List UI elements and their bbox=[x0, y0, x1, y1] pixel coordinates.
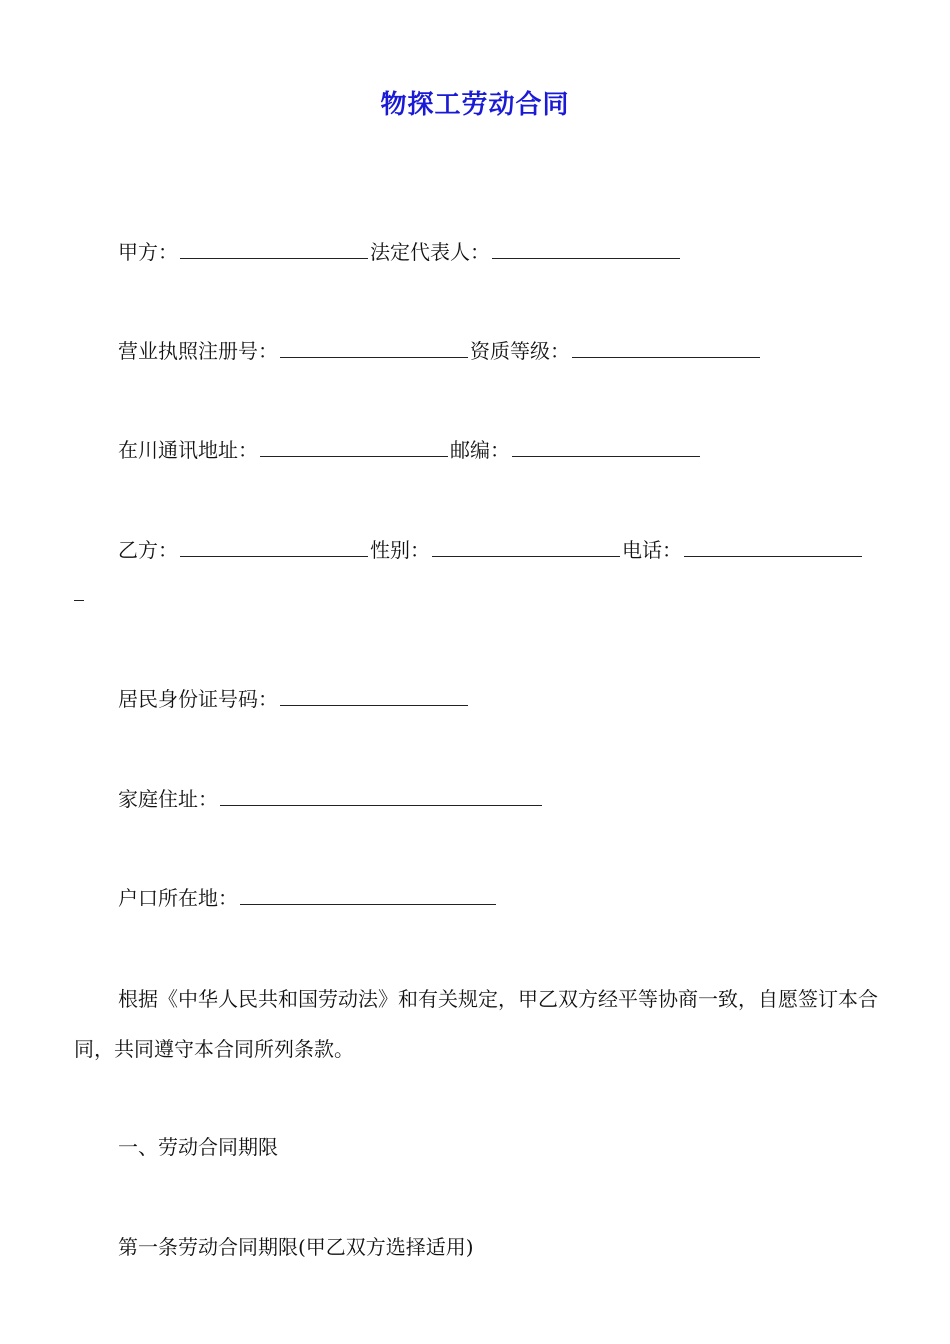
hukou-line bbox=[118, 883, 498, 913]
id-line bbox=[118, 684, 470, 714]
legal-rep-blank bbox=[492, 240, 680, 259]
address-line bbox=[118, 435, 702, 465]
address-blank bbox=[260, 438, 448, 457]
license-label: 营业执照注册号： bbox=[118, 339, 278, 363]
qualification-blank bbox=[572, 339, 760, 358]
party-a-blank bbox=[180, 240, 368, 259]
qualification-label: 资质等级： bbox=[470, 339, 570, 363]
license-blank bbox=[280, 339, 468, 358]
gender-blank bbox=[432, 538, 620, 557]
gender-label: 性别： bbox=[370, 538, 430, 562]
id-blank bbox=[280, 687, 468, 706]
party-b-blank bbox=[180, 538, 368, 557]
id-label: 居民身份证号码： bbox=[118, 687, 278, 711]
party-b-label: 乙方： bbox=[118, 538, 178, 562]
document-title: 物探工劳动合同 bbox=[380, 90, 570, 120]
party-a-line bbox=[118, 237, 682, 267]
section-heading: 一、劳动合同期限 bbox=[118, 1135, 278, 1159]
postcode-blank bbox=[512, 438, 700, 457]
phone-blank-continuation bbox=[74, 600, 84, 601]
home-address-line bbox=[118, 784, 544, 814]
legal-rep-label: 法定代表人： bbox=[370, 240, 490, 264]
phone-blank bbox=[684, 538, 862, 557]
home-address-blank bbox=[220, 787, 542, 806]
license-line bbox=[118, 336, 762, 366]
home-address-label: 家庭住址： bbox=[118, 787, 218, 811]
article-heading: 第一条劳动合同期限(甲乙双方选择适用) bbox=[118, 1235, 474, 1259]
intro-paragraph: 根据《中华人民共和国劳动法》和有关规定，甲乙双方经平等协商一致，自愿签订本合同，共同遵守本合同所列条款。 bbox=[74, 987, 878, 1061]
phone-label: 电话： bbox=[622, 538, 682, 562]
party-b-line bbox=[118, 535, 864, 565]
party-a-label: 甲方： bbox=[118, 240, 178, 264]
hukou-blank bbox=[240, 886, 496, 905]
hukou-label: 户口所在地： bbox=[118, 886, 238, 910]
address-label: 在川通讯地址： bbox=[118, 438, 258, 462]
postcode-label: 邮编： bbox=[450, 438, 510, 462]
